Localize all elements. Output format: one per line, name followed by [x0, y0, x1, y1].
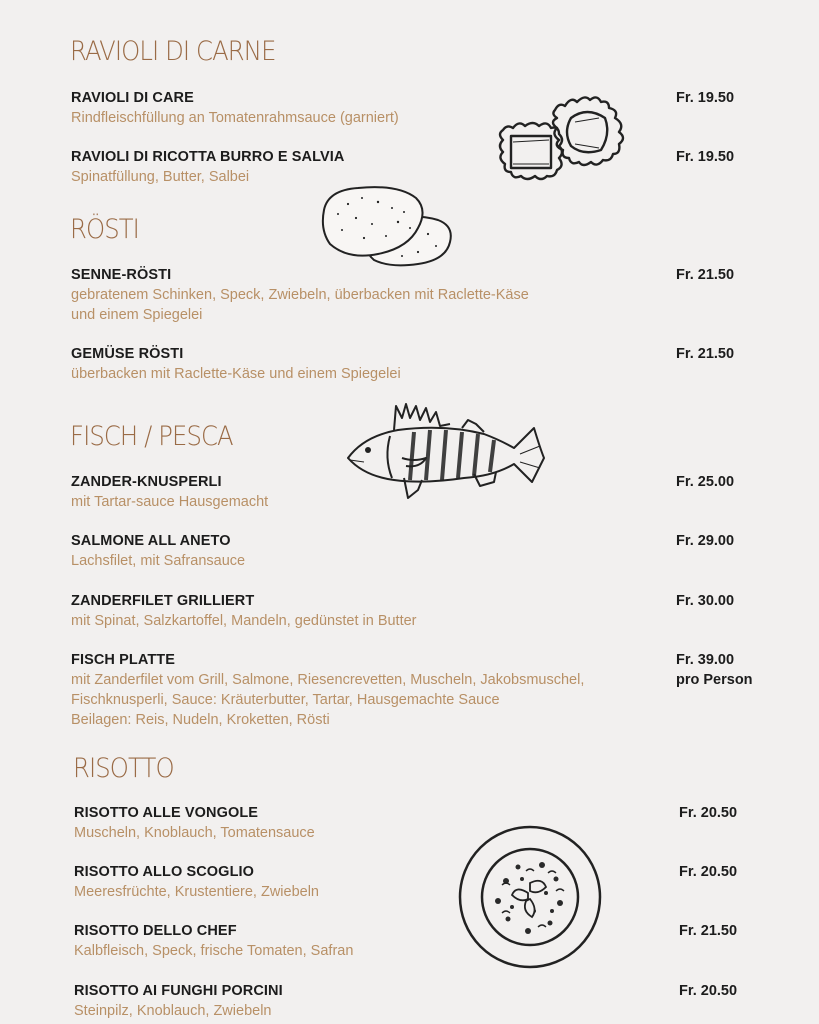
menu-item	[74, 862, 804, 902]
item-name: RISOTTO ALLE VONGOLE	[74, 805, 259, 821]
item-description: mit Tartar-sauce Hausgemacht	[71, 494, 269, 510]
menu-item	[74, 803, 804, 843]
menu-item	[71, 531, 801, 571]
item-price: Fr. 21.50	[676, 267, 735, 283]
ravioli-icon	[495, 88, 630, 186]
item-price-note: pro Person	[676, 672, 753, 688]
section-title-roesti: RÖSTI	[70, 214, 139, 245]
menu-item	[71, 472, 801, 512]
item-price: Fr. 39.00	[676, 652, 735, 668]
item-description: Fischknusperli, Sauce: Kräuterbutter, Tartar, Hausgemachte Sauce	[71, 692, 500, 708]
item-description: Beilagen: Reis, Nudeln, Kroketten, Rösti	[71, 712, 330, 728]
menu-item	[71, 650, 801, 730]
item-description: Steinpilz, Knoblauch, Zwiebeln	[74, 1003, 272, 1019]
item-price: Fr. 21.50	[679, 923, 738, 939]
item-description: Muscheln, Knoblauch, Tomatensauce	[74, 825, 315, 841]
item-description: Spinatfüllung, Butter, Salbei	[71, 169, 250, 185]
roesti-icon	[318, 184, 453, 270]
risotto-plate-icon	[456, 823, 604, 971]
section-title-risotto: RISOTTO	[73, 753, 174, 784]
item-name: ZANDERFILET GRILLIERT	[71, 593, 255, 609]
item-name: ZANDER-KNUSPERLI	[71, 474, 222, 490]
item-description: überbacken mit Raclette-Käse und einem Spiegelei	[71, 366, 401, 382]
item-name: RISOTTO AI FUNGHI PORCINI	[74, 983, 283, 999]
menu-item	[71, 88, 801, 128]
menu-item	[71, 265, 801, 325]
item-description: mit Zanderfilet vom Grill, Salmone, Riesencrevetten, Muscheln, Jakobsmuschel,	[71, 672, 585, 688]
item-price: Fr. 30.00	[676, 593, 735, 609]
item-description: gebratenem Schinken, Speck, Zwiebeln, überbacken mit Raclette-Käse	[71, 287, 529, 303]
menu-item	[71, 591, 801, 631]
item-name: RISOTTO ALLO SCOGLIO	[74, 864, 255, 880]
item-description: Rindfleischfüllung an Tomatenrahmsauce (garniert)	[71, 110, 399, 126]
item-price: Fr. 25.00	[676, 474, 735, 490]
item-price: Fr. 20.50	[679, 864, 738, 880]
item-price: Fr. 29.00	[676, 533, 735, 549]
item-price: Fr. 19.50	[676, 149, 735, 165]
item-name: SENNE-RÖSTI	[71, 267, 172, 283]
item-name: GEMÜSE RÖSTI	[71, 346, 184, 362]
item-name: RAVIOLI DI RICOTTA BURRO E SALVIA	[71, 149, 345, 165]
item-name: RAVIOLI DI CARE	[71, 90, 194, 106]
item-price: Fr. 21.50	[676, 346, 735, 362]
item-description: Lachsfilet, mit Safransauce	[71, 553, 246, 569]
item-description: mit Spinat, Salzkartoffel, Mandeln, gedünstet in Butter	[71, 613, 417, 629]
section-title-fisch: FISCH / PESCA	[70, 421, 233, 452]
item-name: RISOTTO DELLO CHEF	[74, 923, 237, 939]
menu-item	[74, 981, 804, 1021]
item-description: und einem Spiegelei	[71, 307, 203, 323]
item-name: SALMONE ALL ANETO	[71, 533, 231, 549]
menu-item	[74, 921, 804, 961]
menu-item	[71, 344, 801, 384]
item-description: Meeresfrüchte, Krustentiere, Zwiebeln	[74, 884, 319, 900]
item-price: Fr. 19.50	[676, 90, 735, 106]
item-price: Fr. 20.50	[679, 805, 738, 821]
menu-item	[71, 147, 801, 187]
section-title-ravioli: RAVIOLI DI CARNE	[70, 36, 276, 67]
item-description: Kalbfleisch, Speck, frische Tomaten, Safran	[74, 943, 354, 959]
item-price: Fr. 20.50	[679, 983, 738, 999]
item-name: FISCH PLATTE	[71, 652, 176, 668]
